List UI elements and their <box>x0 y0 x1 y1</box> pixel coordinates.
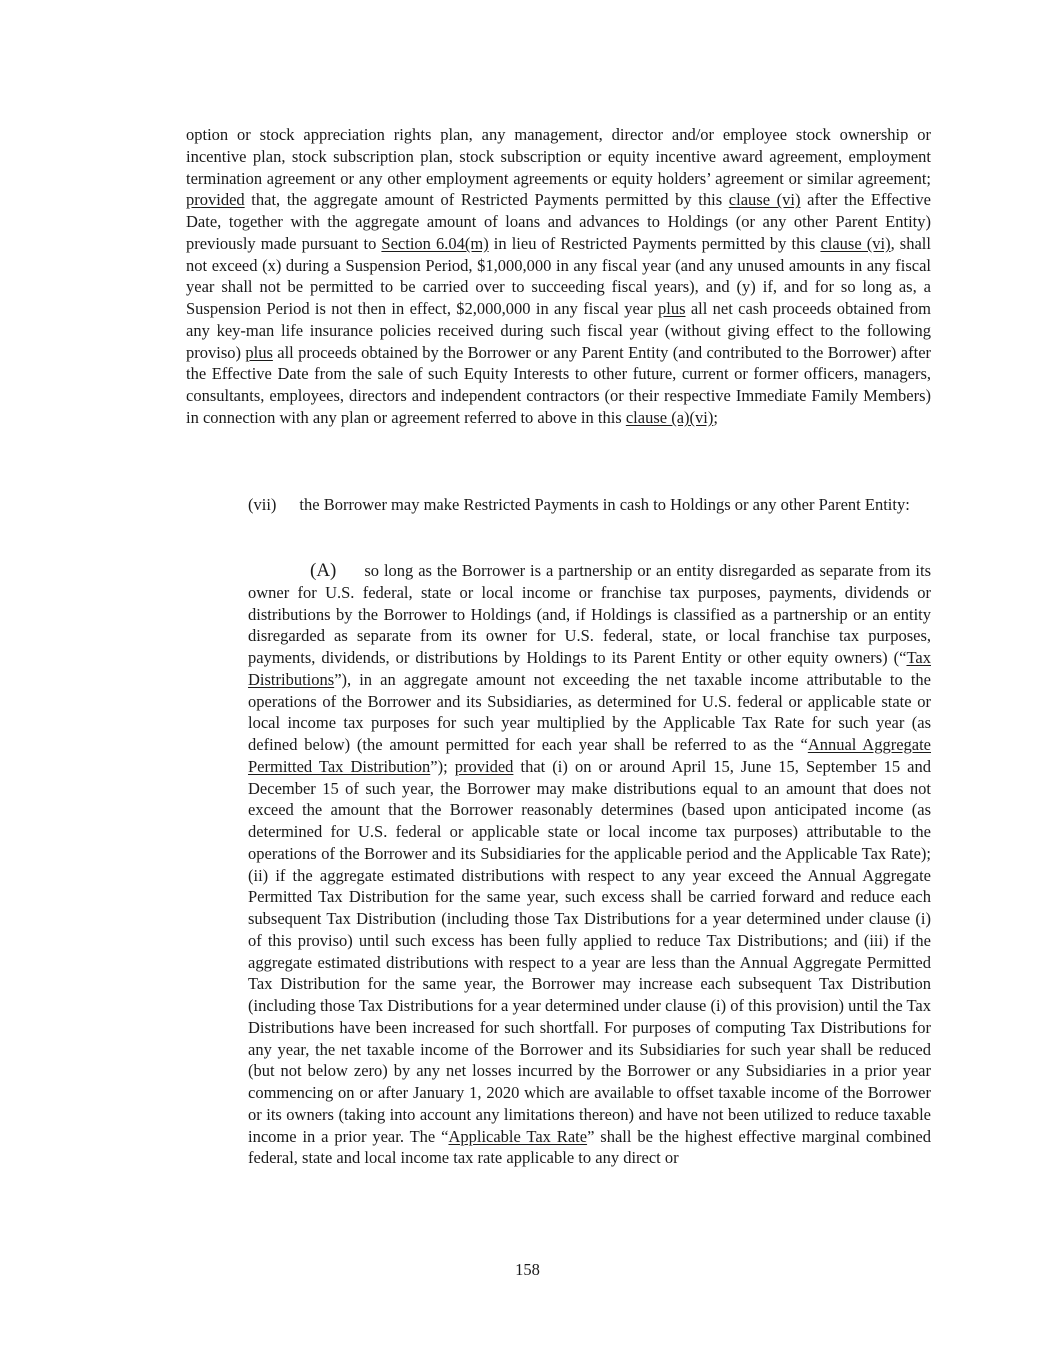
clause-label-vii: (vii) <box>248 495 277 514</box>
page-number: 158 <box>515 1260 540 1279</box>
cross-reference-clause-vi: clause (vi) <box>728 190 801 210</box>
clause-vi-continuation-paragraph: option or stock appreciation rights plan, any management, director and/or employee stock ownership or incentive plan, stock subscription plan, stock subscription or equity incentive award agreement, employment termination agreement or any other employment agreements or equity holders’ agreement or similar agreement; provided that, the aggregate amount of Restricted Payments permitted by this clause (vi) after the Effective Date, together with the aggregate amount of loans and advances to Holdings (or any other Parent Entity) previously made pursuant to Section 6.04(m) in lieu of Restricted Payments permitted by this clause (vi), shall not exceed (x) during a Suspension Period, $1,000,000 in any fiscal year (and any unused amounts in any fiscal year shall not be permitted to be carried over to succeeding fiscal years), and (y) if, and for so long as, a Suspension Period is not then in effect, $2,000,000 in any fiscal year plus all net cash proceeds obtained from any key-man life insurance policies received during such fiscal year (without giving effect to the following proviso) plus all proceeds obtained by the Borrower or any Parent Entity (and contributed to the Borrower) after the Effective Date from the sale of such Equity Interests to other future, current or former officers, managers, consultants, employees, directors and independent contractors (or their respective Immediate Family Members) in connection with any plan or agreement referred to above in this clause (a)(vi); <box>186 125 932 427</box>
cross-reference-clause-vi: clause (vi) <box>820 233 891 253</box>
defined-term-applicable-tax-rate: Applicable Tax Rate <box>448 1126 588 1146</box>
subclause-label-a: (A) <box>310 560 337 581</box>
clause-vii-text: the Borrower may make Restricted Payments in cash to Holdings or any other Parent Entity: <box>299 495 910 514</box>
subclause-a-paragraph: (A) so long as the Borrower is a partnership or an entity disregarded as separate from its owner for U.S. federal, state or local income or franchise tax purposes, payments, dividends or distributions by the Borrower to Holdings (and, if Holdings is classified as a partnership or an entity disregarded as separate from its owner for U.S. federal, state, or local franchise tax purposes, payments, dividends, or distributions by Holdings to its Parent Entity or other equity owners) (“Tax Distributions”), in an aggregate amount not exceeding the net taxable income attributable to the operations of the Borrower and its Subsidiaries, as determined for U.S. federal or applicable state or local income tax purposes for such year multiplied by the Applicable Tax Rate for such year (as defined below) (the amount permitted for each year shall be referred to as the “Annual Aggregate Permitted Tax Distribution”); provided that (i) on or around April 15, June 15, September 15 and December 15 of such year, the Borrower may make distributions equal to an amount that does not exceed the amount that the Borrower reasonably determines (based upon anticipated income (as determined for U.S. federal or applicable state or local income tax purposes) attributable to the operations of the Borrower and its Subsidiaries for the applicable period and the Applicable Tax Rate); (ii) if the aggregate estimated distributions with respect to any year exceed the Annual Aggregate Permitted Tax Distribution for the same year, such excess shall be carried forward and reduce each subsequent Tax Distribution (including those Tax Distributions for a year determined under clause (i) of this proviso) until such excess has been fully applied to reduce Tax Distributions; and (iii) if the aggregate estimated distributions with respect to a year are less than the Annual Aggregate Permitted Tax Distribution for the same year, the Borrower may increase each subsequent Tax Distribution (including those Tax Distributions for a year determined under clause (i) of this provision) until the Tax Distributions have been increased for such shortfall. For purposes of computing Tax Distributions for any year, the net taxable income of the Borrower and its Subsidiaries for such year shall be reduced (but not below zero) by any net losses incurred by the Borrower or any Subsidiaries in a prior year commencing on or after January 1, 2020 which are available to offset taxable income of the Borrower or its owners (taking into account any limitations thereon) and have not been utilized to reduce taxable income in a prior year. The “Applicable Tax Rate” shall be the highest effective marginal combined federal, state and local income tax rate applicable to any direct or <box>248 560 932 1168</box>
defined-term-provided: provided <box>454 756 514 776</box>
defined-term-tax-distributions: Tax Distributions <box>248 648 931 689</box>
emphasis-plus: plus <box>657 299 686 318</box>
defined-term-provided: provided <box>186 190 245 210</box>
defined-term-annual-aggregate-permitted-tax-distribution: Annual Aggregate Permitted Tax Distribution <box>248 735 931 776</box>
cross-reference-clause-a-vi: clause (a)(vi) <box>625 407 714 427</box>
emphasis-plus: plus <box>245 342 273 362</box>
clause-vii-paragraph <box>186 494 931 516</box>
cross-reference-section-6-04-m: Section 6.04(m) <box>381 233 489 253</box>
